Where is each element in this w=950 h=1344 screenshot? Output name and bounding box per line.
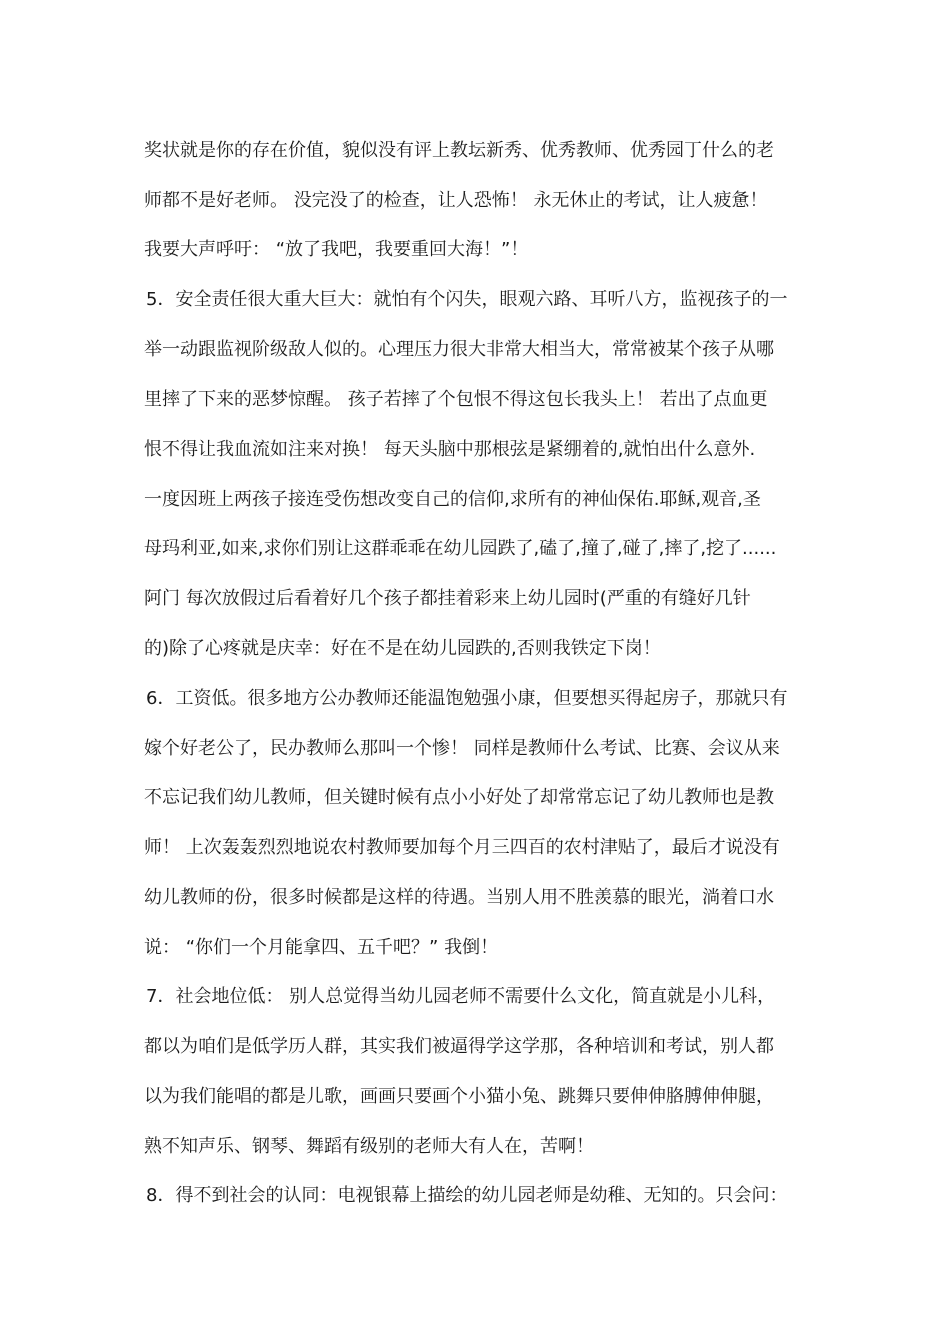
text-line: 以为我们能唱的都是儿歌，画画只要画个小猫小兔、跳舞只要伸伸胳膊伸伸腿， xyxy=(144,1086,774,1107)
text-line: 的)除了心疼就是庆幸：好在不是在幼儿园跌的,否则我铁定下岗！ xyxy=(144,638,661,659)
text-line: 阿门 每次放假过后看着好几个孩子都挂着彩来上幼儿园时(严重的有缝好几针 xyxy=(144,588,751,609)
text-line: 母玛利亚,如来,求你们别让这群乖乖在幼儿园跌了,磕了,撞了,碰了,摔了,挖了...... xyxy=(144,538,777,559)
text-line: 里摔了下来的恶梦惊醒。 孩子若摔了个包恨不得这包长我头上！ 若出了点血更 xyxy=(144,389,768,410)
text-line: 举一动跟监视阶级敌人似的。心理压力很大非常大相当大，常常被某个孩子从哪 xyxy=(144,339,774,360)
text-line: 恨不得让我血流如注来对换！ 每天头脑中那根弦是紧绷着的,就怕出什么意外. xyxy=(144,439,756,460)
text-line: 都以为咱们是低学历人群，其实我们被逼得学这学那，各种培训和考试，别人都 xyxy=(144,1036,774,1057)
text-line: 8．得不到社会的认同：电视银幕上描绘的幼儿园老师是幼稚、无知的。只会问： xyxy=(146,1185,788,1206)
text-line: 一度因班上两孩子接连受伤想改变自己的信仰,求所有的神仙保佑.耶稣,观音,圣 xyxy=(144,489,761,510)
text-line: 说： “你们一个月能拿四、五千吧？” 我倒！ xyxy=(144,937,499,958)
text-line: 幼儿教师的份，很多时候都是这样的待遇。当别人用不胜羡慕的眼光，淌着口水 xyxy=(144,887,774,908)
text-line: 7．社会地位低： 别人总觉得当幼儿园老师不需要什么文化，简直就是小儿科， xyxy=(146,986,776,1007)
text-line: 我要大声呼吁： “放了我吧，我要重回大海！”！ xyxy=(144,239,529,260)
text-line: 熟不知声乐、钢琴、舞蹈有级别的老师大有人在，苦啊！ xyxy=(144,1136,594,1157)
text-line: 不忘记我们幼儿教师，但关键时候有点小小好处了却常常忘记了幼儿教师也是教 xyxy=(144,787,774,808)
text-line: 6．工资低。很多地方公办教师还能温饱勉强小康，但要想买得起房子，那就只有 xyxy=(146,688,788,709)
text-line: 师都不是好老师。 没完没了的检查，让人恐怖！ 永无休止的考试，让人疲惫！ xyxy=(144,190,768,211)
text-line: 奖状就是你的存在价值，貌似没有评上教坛新秀、优秀教师、优秀园丁什么的老 xyxy=(144,140,774,161)
text-line: 5．安全责任很大重大巨大：就怕有个闪失，眼观六路、耳听八方，监视孩子的一 xyxy=(146,289,788,310)
text-line: 嫁个好老公了，民办教师么那叫一个惨！ 同样是教师什么考试、比赛、会议从来 xyxy=(144,738,780,759)
text-line: 师！ 上次轰轰烈烈地说农村教师要加每个月三四百的农村津贴了，最后才说没有 xyxy=(144,837,780,858)
